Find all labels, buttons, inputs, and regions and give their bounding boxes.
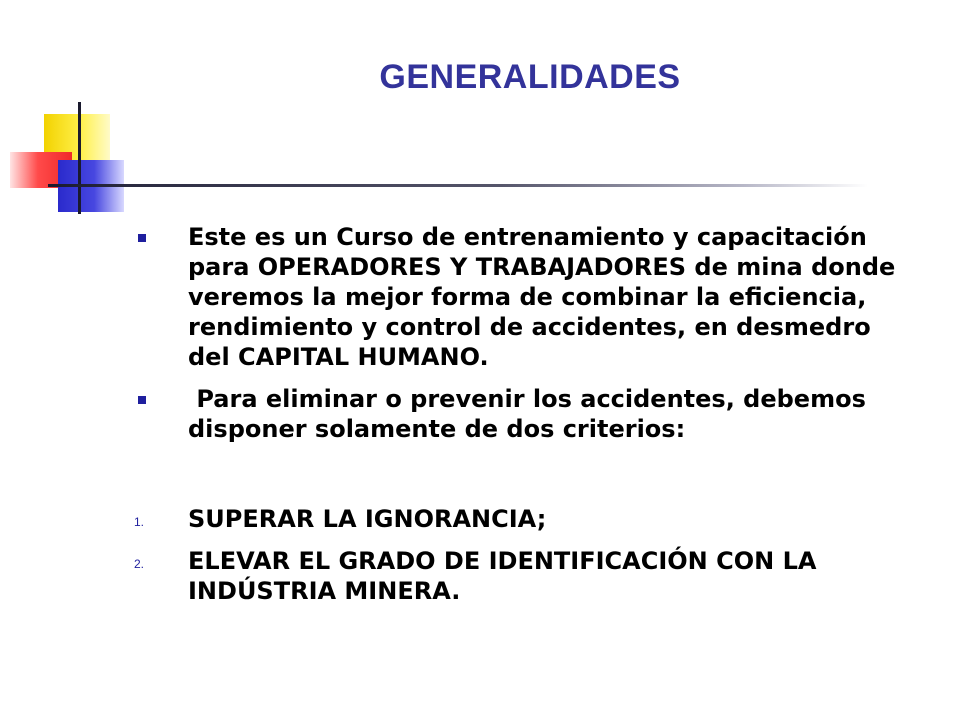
item-number: 2. <box>134 557 145 571</box>
numbered-item-text: ELEVAR EL GRADO DE IDENTIFICACIÓN CON LA INDÚSTRIA MINERA. <box>188 547 817 605</box>
corner-decoration <box>0 0 140 230</box>
numbered-item-text: SUPERAR LA IGNORANCIA; <box>188 505 547 533</box>
bullet-item <box>130 222 920 372</box>
item-number: 1. <box>134 515 145 529</box>
bullet-text: Para eliminar o prevenir los accidentes, debemos disponer solamente de dos criterios: <box>188 385 875 443</box>
slide-title: GENERALIDADES <box>379 58 681 96</box>
square-bullet-icon <box>138 234 146 242</box>
square-bullet-icon <box>138 396 146 404</box>
vertical-rule <box>78 102 81 214</box>
title-underline-rule <box>48 184 868 187</box>
bullet-item <box>130 384 920 444</box>
slide-body <box>130 222 920 606</box>
bullet-text: Este es un Curso de entrenamiento y capacitación para OPERADORES Y TRABAJADORES de mina donde veremos la mejor forma de combinar la eficiencia, rendimiento y control de accidentes, en desmedro del CAPITAL HUMANO. <box>188 223 896 371</box>
numbered-item <box>130 504 920 534</box>
numbered-item <box>130 546 920 606</box>
